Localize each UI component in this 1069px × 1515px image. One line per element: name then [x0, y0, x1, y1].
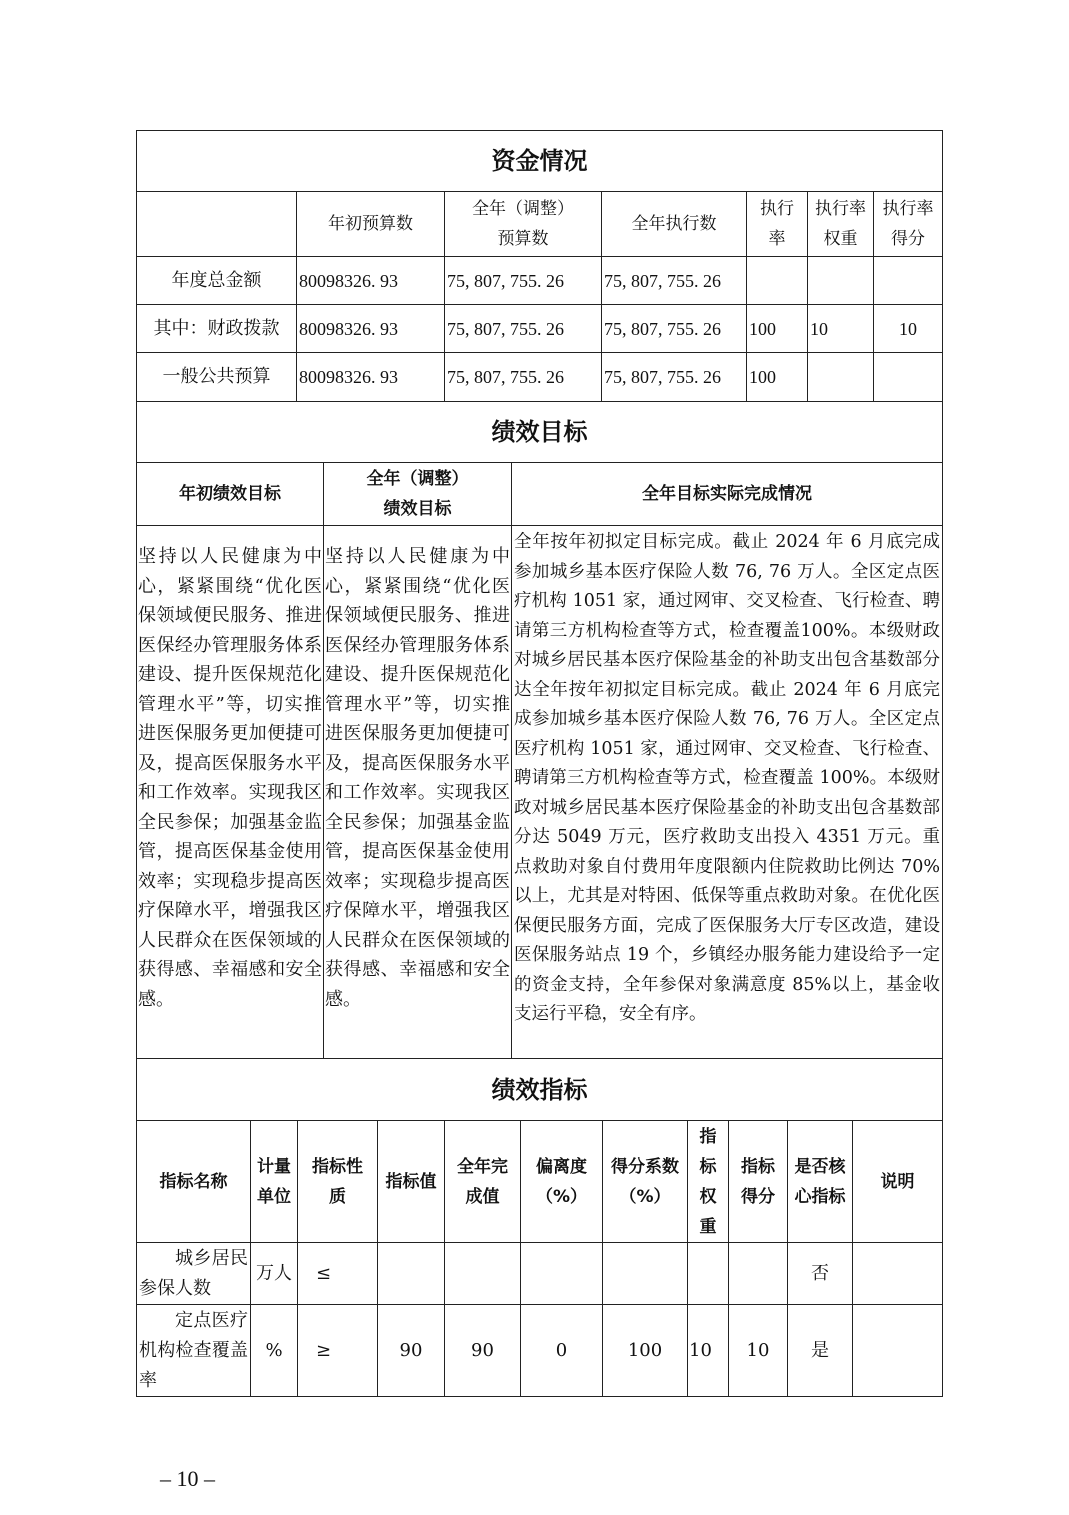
ind-row-unit: 万人 — [251, 1243, 298, 1305]
funds-row-initial: 80098326. 93 — [297, 305, 445, 353]
ind-header-complete-line1: 全年完 — [457, 1156, 508, 1177]
indicator-row — [137, 1243, 943, 1305]
ind-header-score-line1: 指标 — [741, 1156, 775, 1177]
funds-header-weight-line2: 权重 — [823, 229, 858, 249]
funds-header-adjusted-line2: 预算数 — [497, 229, 549, 249]
ind-header-core — [788, 1121, 853, 1243]
funds-row-executed: 75, 807, 755. 26 — [602, 257, 747, 305]
funds-header-score — [874, 192, 943, 257]
ind-row-value: 90 — [378, 1305, 445, 1397]
funds-row-adjusted: 75, 807, 755. 26 — [445, 305, 602, 353]
funds-row-weight: 10 — [808, 305, 874, 353]
ind-row-deviation — [521, 1243, 603, 1305]
funds-header-initial: 年初预算数 — [297, 192, 445, 257]
ind-header-note: 说明 — [853, 1121, 943, 1243]
ind-header-weight-char: 标 — [699, 1156, 717, 1177]
funds-row — [137, 353, 943, 402]
ind-header-coef-line2: （%） — [619, 1186, 671, 1207]
ind-header-score-line2: 得分 — [741, 1186, 775, 1207]
funds-header-rate-line1: 执行 — [760, 199, 794, 219]
funds-row-rate: 100 — [747, 305, 808, 353]
ind-header-nature-line1: 指标性 — [312, 1156, 363, 1177]
goals-section-title: 绩效目标 — [137, 402, 943, 463]
ind-row-note — [853, 1305, 943, 1397]
goals-adjusted-text: 坚持以人民健康为中心，紧紧围绕“优化医保领域便民服务、推进医保经办管理服务体系建设、提升医保规范化管理水平”等，切实推进医保服务更加便捷可及，提高医保服务水平和工作效率。实现我区全民参保；加强基金监管，提高医保基金使用效率；实现稳步提高医疗保障水平，增强我区人民群众在医保领域的获得感、幸福感和安全感。 — [324, 526, 512, 1059]
ind-header-deviation-line2: （%） — [535, 1186, 588, 1207]
funds-row-executed: 75, 807, 755. 26 — [602, 305, 747, 353]
ind-header-coef-line1: 得分系数 — [611, 1156, 679, 1177]
funds-row-score — [874, 353, 943, 402]
ind-header-weight-char: 权 — [699, 1186, 717, 1207]
goals-header-actual: 全年目标实际完成情况 — [512, 463, 943, 526]
funds-header-blank — [137, 192, 297, 257]
funds-row-rate — [747, 257, 808, 305]
ind-header-name: 指标名称 — [137, 1121, 251, 1243]
goals-header-adjusted-line1: 全年（调整） — [366, 469, 469, 489]
goals-initial-text: 坚持以人民健康为中心，紧紧围绕“优化医保领域便民服务、推进医保经办管理服务体系建设、提升医保规范化管理水平”等，切实推进医保服务更加便捷可及，提高医保服务水平和工作效率。实现我区全民参保；加强基金监管，提高医保基金使用效率；实现稳步提高医疗保障水平，增强我区人民群众在医保领域的获得感、幸福感和安全感。 — [137, 526, 324, 1059]
funds-section-title: 资金情况 — [137, 131, 943, 192]
goals-actual-text: 全年按年初拟定目标完成。截止 2024 年 6 月底完成参加城乡基本医疗保险人数 76, 76 万人。全区定点医疗机构 1051 家，通过网审、交叉检查、飞行检查、聘请第三方机构检查等方式，检查覆盖100%。本级财政对城乡居民基本医疗保险基金的补助支出包含基数部分达全年按年初拟定目标完成。截止 2024 年 6 月底完成参加城乡基本医疗保险人数 76, 76 万人。全区定点医疗机构 1051 家，通过网审、交叉检查、飞行检查、聘请第三方机构检查等方式，检查覆盖 100%。本级财政对城乡居民基本医疗保险基金的补助支出包含基数部分达 5049 万元，医疗救助支出投入 4351 万元。重点救助对象自付费用年度限额内住院救助比例达 70%以上，尤其是对特困、低保等重点救助对象。在优化医保便民服务方面，完成了医保服务大厅专区改造，建设医保服务站点 19 个，乡镇经办服务能力建设给予一定的资金支持，全年参保对象满意度 85%以上，基金收支运行平稳，安全有序。 — [512, 526, 943, 1059]
funds-row-score — [874, 257, 943, 305]
indicators-table — [136, 1058, 943, 1397]
ind-header-nature-line2: 质 — [329, 1186, 346, 1207]
ind-row-value — [378, 1243, 445, 1305]
funds-row-initial: 80098326. 93 — [297, 257, 445, 305]
funds-row — [137, 305, 943, 353]
ind-row-core: 否 — [788, 1243, 853, 1305]
ind-header-core-line1: 是否核 — [794, 1156, 846, 1177]
funds-header-adjusted — [445, 192, 602, 257]
ind-header-unit-line1: 计量 — [257, 1156, 291, 1177]
ind-header-coef — [603, 1121, 688, 1243]
funds-row-executed: 75, 807, 755. 26 — [602, 353, 747, 402]
ind-header-weight-char: 重 — [699, 1216, 717, 1237]
funds-row-adjusted: 75, 807, 755. 26 — [445, 257, 602, 305]
funds-header-adjusted-line1: 全年（调整） — [472, 199, 574, 219]
funds-row-initial: 80098326. 93 — [297, 353, 445, 402]
goals-header-initial: 年初绩效目标 — [137, 463, 324, 526]
funds-header-executed: 全年执行数 — [602, 192, 747, 257]
indicators-section-title: 绩效指标 — [137, 1059, 943, 1121]
funds-row — [137, 257, 943, 305]
funds-row-score: 10 — [874, 305, 943, 353]
funds-header-score-line1: 执行率 — [882, 199, 934, 219]
indicator-row — [137, 1305, 943, 1397]
funds-header-score-line2: 得分 — [891, 229, 926, 249]
funds-row-weight — [808, 257, 874, 305]
ind-header-deviation — [521, 1121, 603, 1243]
ind-header-weight — [688, 1121, 729, 1243]
funds-row-adjusted: 75, 807, 755. 26 — [445, 353, 602, 402]
ind-row-name: 定点医疗机构检查覆盖率 — [137, 1305, 251, 1397]
ind-row-weight: 10 — [688, 1305, 729, 1397]
funds-header-weight — [808, 192, 874, 257]
page-number: – 10 – — [160, 1466, 215, 1491]
ind-header-unit-line2: 单位 — [257, 1186, 291, 1207]
ind-header-value: 指标值 — [378, 1121, 445, 1243]
ind-row-complete: 90 — [445, 1305, 521, 1397]
ind-row-nature: ≤ — [298, 1243, 378, 1305]
funds-row-weight — [808, 353, 874, 402]
funds-row-label: 一般公共预算 — [137, 353, 297, 402]
ind-row-name: 城乡居民参保人数 — [137, 1243, 251, 1305]
funds-header-rate — [747, 192, 808, 257]
ind-row-complete — [445, 1243, 521, 1305]
funds-row-label: 年度总金额 — [137, 257, 297, 305]
ind-header-unit — [251, 1121, 298, 1243]
ind-row-nature: ≥ — [298, 1305, 378, 1397]
ind-row-coef — [603, 1243, 688, 1305]
goals-header-adjusted-line2: 绩效目标 — [383, 499, 452, 519]
ind-row-score: 10 — [729, 1305, 788, 1397]
ind-header-core-line2: 心指标 — [794, 1186, 846, 1207]
goals-table — [136, 401, 943, 1059]
document-page — [136, 130, 942, 1397]
ind-row-unit: % — [251, 1305, 298, 1397]
funds-row-rate: 100 — [747, 353, 808, 402]
ind-row-score — [729, 1243, 788, 1305]
ind-header-nature — [298, 1121, 378, 1243]
ind-row-core: 是 — [788, 1305, 853, 1397]
funds-row-label: 其中：财政拨款 — [137, 305, 297, 353]
goals-header-adjusted — [324, 463, 512, 526]
funds-header-weight-line1: 执行率 — [815, 199, 866, 219]
ind-header-weight-char: 指 — [699, 1126, 717, 1147]
funds-header-rate-line2: 率 — [768, 229, 786, 249]
ind-header-complete — [445, 1121, 521, 1243]
ind-row-coef: 100 — [603, 1305, 688, 1397]
ind-header-complete-line2: 成值 — [465, 1186, 500, 1207]
ind-header-deviation-line1: 偏离度 — [536, 1156, 587, 1177]
ind-header-score — [729, 1121, 788, 1243]
funds-table — [136, 130, 943, 402]
ind-row-weight — [688, 1243, 729, 1305]
ind-row-note — [853, 1243, 943, 1305]
ind-row-deviation: 0 — [521, 1305, 603, 1397]
